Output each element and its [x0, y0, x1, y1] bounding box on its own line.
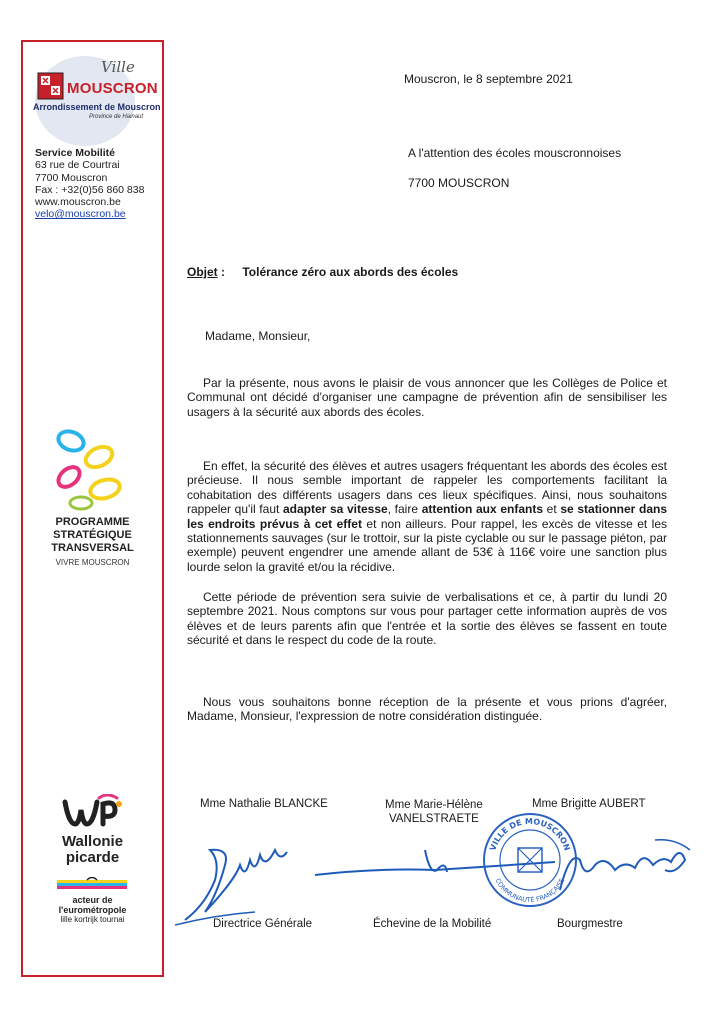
paragraph-3 [187, 590, 667, 648]
salutation: Madame, Monsieur, [205, 329, 311, 343]
signatory-1-name: Mme Nathalie BLANCKE [200, 798, 328, 810]
paragraph-4 [187, 695, 667, 724]
service-email-link[interactable]: velo@mouscron.be [35, 208, 126, 221]
wallonie-line1: Wallonie [61, 833, 124, 850]
paragraph-1-text: Par la présente, nous avons le plaisir de vous annoncer que les Collèges de Police et Communal ont décidé d'organiser une campagne de prévention afin de sensibiliser les usagers à la sécurité aux abords des écoles. [187, 376, 667, 419]
objet-text: Tolérance zéro aux abords des écoles [242, 265, 459, 279]
programme-line3: TRANSVERSAL [51, 542, 134, 554]
eurometropole-text [23, 896, 162, 925]
signatory-3-name: Mme Brigitte AUBERT [532, 798, 646, 810]
eurometropole-line2: l'eurométropole [58, 904, 127, 915]
letterhead-sidebar [21, 40, 164, 977]
programme-line2: STRATÉGIQUE [53, 529, 132, 541]
paragraph-2-text-e: et non ailleurs. Pour rappel, les excès de vitesse et les stationnements sauvages (sur le trottoir, sur la piste cyclable ou sur le passage piéton, par exemple) peuvent engendrer une amende allant de 53€ à 116€ voire une sanction plus lourde selon la gravité et/ou la récidive. [187, 516, 667, 574]
eurometropole-logo-icon [57, 877, 127, 893]
eurometropole-line1: acteur de [72, 895, 113, 905]
service-website: www.mouscron.be [35, 196, 121, 209]
logo-mouscron-text: MOUSCRON [67, 80, 158, 97]
programme-line1: PROGRAMME [55, 516, 130, 528]
logo-arrondissement-text: Arrondissement de Mouscron [33, 102, 161, 112]
recipient-line2: 7700 MOUSCRON [408, 176, 510, 190]
place-date: Mouscron, le 8 septembre 2021 [404, 72, 573, 86]
signatory-2-name-line2: VANELSTRAETE [388, 813, 479, 825]
paragraph-3-text: Cette période de prévention sera suivie de verbalisations et ce, à partir du lundi 20 septembre 2021. Nous comptons sur vous pour partager cette information auprès de vos élèves et de leurs parents afin que l'entrée et la sortie des élèves se fassent en toute sécurité et dans le respect du code de la route. [187, 590, 667, 648]
svg-text:VILLE DE MOUSCRON [488, 817, 571, 852]
stamp-top-text: VILLE DE MOUSCRON [488, 816, 572, 852]
paragraph-2-bold-enfants: attention aux enfants [421, 502, 544, 517]
service-address-street: 63 rue de Courtrai [35, 159, 120, 172]
paragraph-2-text-c: , faire [387, 502, 422, 517]
signatory-3-role: Bourgmestre [557, 918, 623, 930]
wallonie-line2: picarde [65, 849, 120, 866]
signatory-2-name-line1: Mme Marie-Hélène [385, 799, 483, 811]
logo-province-text: Province de Hainaut [89, 114, 144, 120]
handwritten-signatures-icon [175, 820, 715, 930]
paragraph-2-bold-stationner: se stationner dans les endroits prévus à cet effet [187, 502, 668, 531]
objet-line [187, 265, 458, 279]
paragraph-2-bold-vitesse: adapter sa vitesse [282, 502, 388, 517]
programme-butterfly-icon [53, 427, 133, 512]
paragraph-2-text-a: En effet, la sécurité des élèves et autres usagers fréquentant les abords des écoles est précieuse. Il nous semble important de rappeler les comportements facilitant la cohabitation des différents usagers dans ces lieux spécifiques. Ainsi, nous souhaitons rappeler qu'il faut [187, 459, 667, 517]
service-address-city: 7700 Mouscron [35, 171, 108, 184]
logo-ville-text: Ville [101, 58, 135, 76]
eurometropole-line3: lille kortrijk tournai [60, 915, 125, 924]
wallonie-picarde-logo-icon [59, 794, 125, 832]
wallonie-picarde-text [23, 834, 162, 866]
mouscron-coat-of-arms-icon [37, 72, 64, 102]
paragraph-1 [187, 376, 667, 419]
service-title: Service Mobilité [35, 147, 115, 159]
stamp-bottom-text: COMMUNAUTÉ FRANÇAISE [493, 877, 567, 905]
signatory-2-role: Échevine de la Mobilité [373, 918, 492, 930]
service-contact-block [35, 147, 144, 221]
service-fax: Fax : +32(0)56 860 838 [35, 183, 145, 196]
paragraph-2-text-d: et [543, 502, 561, 517]
programme-subtitle: VIVRE MOUSCRON [55, 558, 130, 567]
programme-title [23, 516, 162, 555]
recipient-line1: A l'attention des écoles mouscronnoises [408, 146, 622, 160]
objet-label: Objet [187, 265, 218, 279]
official-stamp-icon [480, 810, 580, 910]
objet-colon: : [217, 265, 226, 279]
signatory-1-role: Directrice Générale [213, 918, 313, 930]
paragraph-2 [187, 459, 667, 574]
paragraph-4-text: Nous vous souhaitons bonne réception de la présente et vous prions d'agréer, Madame, Monsieur, l'expression de notre considération distinguée. [187, 695, 667, 724]
